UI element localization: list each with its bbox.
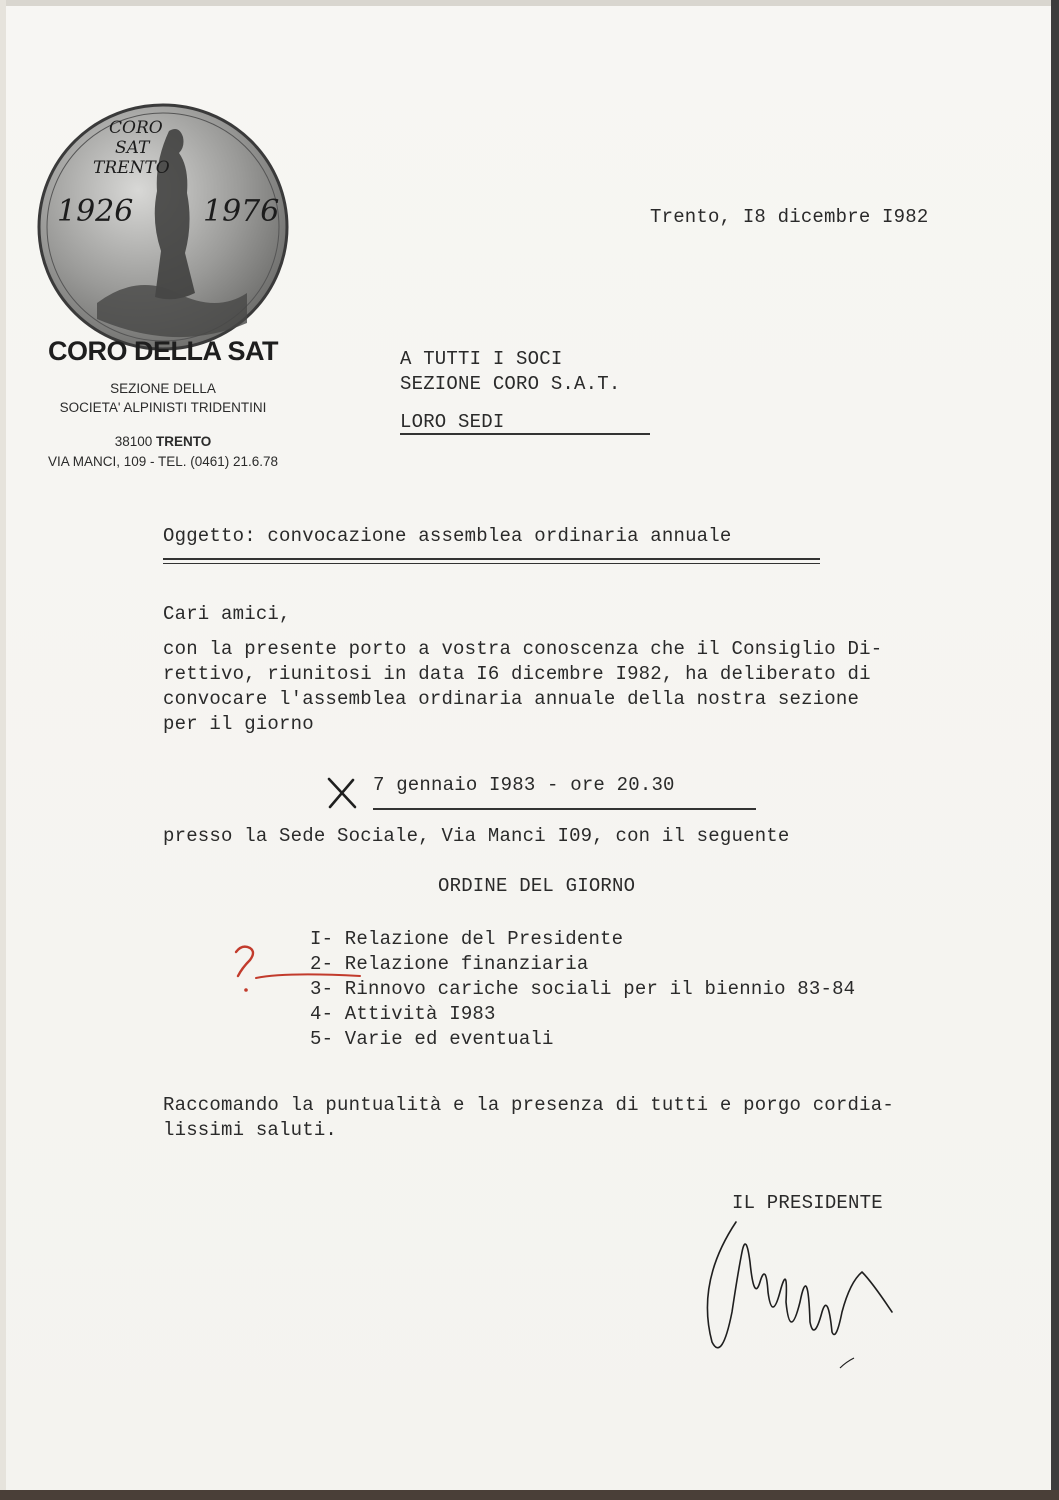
handwritten-x-mark: [325, 776, 359, 810]
coro-sat-medal-logo: [37, 103, 289, 351]
scan-edge-left: [0, 0, 6, 1500]
meeting-underline: [373, 808, 756, 810]
agenda-item: 3- Rinnovo cariche sociali per il biennio 83-84: [310, 978, 856, 1000]
body-line: con la presente porto a vostra conoscenza che il Consiglio Di-: [163, 638, 883, 660]
agenda-item: 4- Attività I983: [310, 1003, 496, 1025]
agenda-item: 2- Relazione finanziaria: [310, 953, 589, 975]
letterhead-city: TRENTO: [156, 434, 212, 449]
signer-title: IL PRESIDENTE: [732, 1192, 883, 1214]
body-line: per il giorno: [163, 713, 314, 735]
recipient-underline: [400, 433, 650, 435]
medal-text-year-end: 1976: [203, 194, 280, 229]
closing-line: lissimi saluti.: [163, 1119, 338, 1141]
location-line: presso la Sede Sociale, Via Manci I09, con il seguente: [163, 825, 790, 847]
recipient-line2: SEZIONE CORO S.A.T.: [400, 373, 621, 395]
salutation: Cari amici,: [163, 603, 291, 625]
letterhead-postcode: 38100: [114, 434, 153, 449]
scan-edge-right: [1051, 0, 1059, 1500]
medal-text-trento: TRENTO: [93, 158, 170, 178]
subject-underline-second: [163, 563, 820, 564]
medal-text-sat: SAT: [115, 138, 150, 158]
recipient-line3: LORO SEDI: [400, 411, 505, 433]
body-line: rettivo, riunitosi in data I6 dicembre I982, ha deliberato di: [163, 663, 871, 685]
body-line: convocare l'assemblea ordinaria annuale della nostra sezione: [163, 688, 860, 710]
letterhead-section-line1: SEZIONE DELLA: [110, 381, 216, 396]
closing-line: Raccomando la puntualità e la presenza di tutti e porgo cordia-: [163, 1094, 894, 1116]
date-line: Trento, I8 dicembre I982: [650, 206, 929, 228]
scan-edge-bottom: [0, 1490, 1059, 1500]
agenda-item: 5- Varie ed eventuali: [310, 1028, 554, 1050]
letterhead-address: VIA MANCI, 109 - TEL. (0461) 21.6.78: [47, 454, 279, 469]
handwritten-signature: [700, 1212, 920, 1382]
agenda-item: I- Relazione del Presidente: [310, 928, 624, 950]
letterhead-name: CORO DELLA SAT: [48, 336, 278, 366]
recipient-line1: A TUTTI I SOCI: [400, 348, 563, 370]
agenda-title: ORDINE DEL GIORNO: [438, 875, 636, 897]
subject-line: Oggetto: convocazione assemblea ordinaria annuale: [163, 525, 732, 547]
subject-underline: [163, 558, 820, 560]
letterhead-section-line2: SOCIETA' ALPINISTI TRIDENTINI: [59, 400, 267, 415]
red-question-mark-annotation: [226, 938, 366, 998]
medal-text-coro: CORO: [109, 118, 163, 138]
letterhead-city-line: [25, 434, 301, 449]
scan-edge-top: [0, 0, 1059, 6]
medal-text-year-start: 1926: [57, 194, 134, 229]
meeting-date-time: 7 gennaio I983 - ore 20.30: [373, 774, 675, 796]
